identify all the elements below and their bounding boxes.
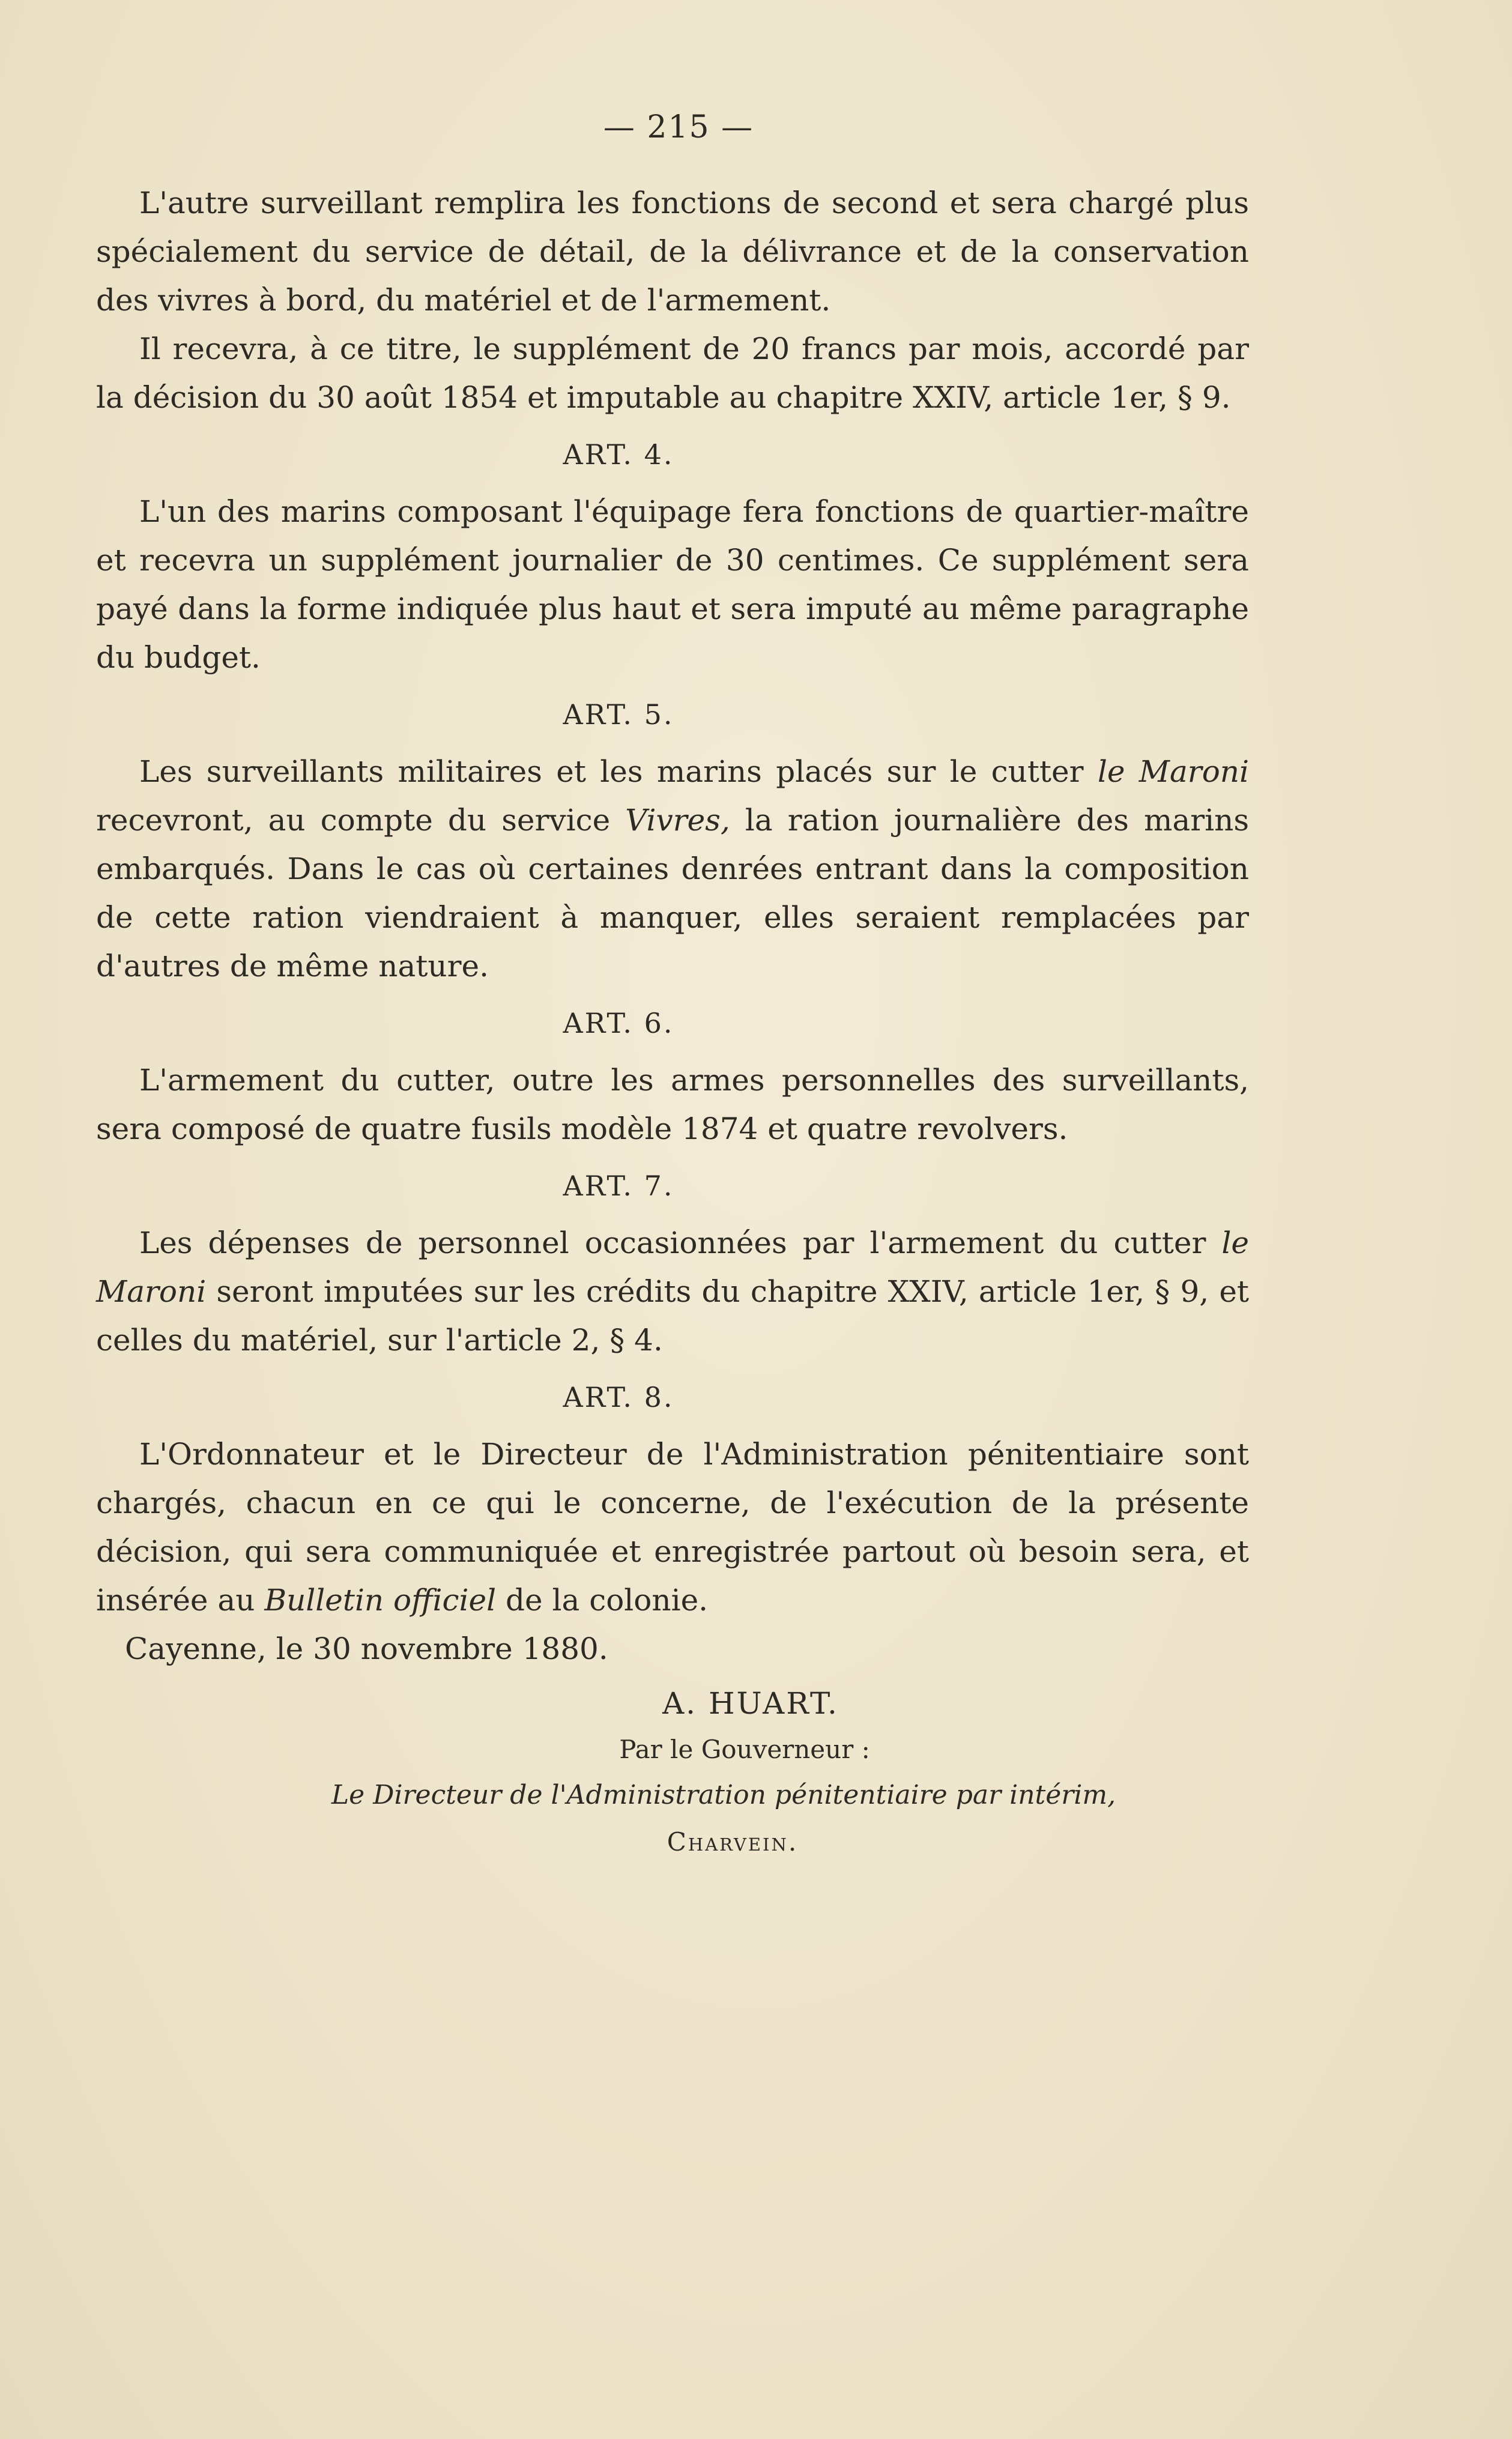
signatory-name: A. HUART. <box>662 1686 839 1721</box>
paragraph-3: L'un des marins composant l'équipage fera fonctions de quartier-maître et recevra un supplément journalier de 30 centimes. Ce supplément sera payé dans la forme indiquée plus haut et sera imputé au même paragraphe du budget. <box>96 494 1249 675</box>
paragraph-6 <box>96 1219 1249 1365</box>
paragraph-4-part-e: la ration journalière des marins embarqués. Dans le cas où certaines denrées entrant dans la composition de cette ration viendraient à manquer, elles seraient remplacées par d'autres de même nature. <box>96 803 1249 984</box>
article-8-heading: ART. 8. <box>563 1381 674 1413</box>
paragraph-4-part-c: recevront, au compte du service <box>96 803 626 838</box>
paragraph-1: L'autre surveillant remplira les fonctions de second et sera chargé plus spécialement du service de détail, de la délivrance et de la conservation des vivres à bord, du matériel et de l'armement. <box>96 186 1249 318</box>
paragraph-4 <box>96 748 1249 991</box>
article-6-heading: ART. 6. <box>563 1007 674 1039</box>
article-5-heading: ART. 5. <box>563 698 674 731</box>
paragraph-2: Il recevra, à ce titre, le supplément de 20 francs par mois, accordé par la décision du 30 août 1854 et imputable au chapitre XXIV, article 1er, § 9. <box>96 331 1249 415</box>
article-4-heading: ART. 4. <box>563 438 674 471</box>
paragraph-7-part-a: L'Ordonnateur et le Directeur de l'Administration pénitentiaire sont chargés, chacun en ce qui le concerne, de l'exécution de la présente décision, qui sera communiquée et enregistrée partout où besoin sera, et insérée au <box>96 1437 1249 1618</box>
paragraph-5: L'armement du cutter, outre les armes personnelles des surveillants, sera composé de quatre fusils modèle 1874 et quatre revolvers. <box>96 1063 1249 1146</box>
paragraph-7-part-c: de la colonie. <box>496 1583 709 1618</box>
page-number: — 215 — <box>603 109 754 145</box>
paragraph-7 <box>96 1430 1249 1625</box>
date-line: Cayenne, le 30 novembre 1880. <box>125 1631 608 1666</box>
vessel-name: le Maroni <box>1097 754 1249 789</box>
signer-name: Charvein. <box>667 1827 799 1857</box>
paragraph-6-part-c: seront imputées sur les crédits du chapitre XXIV, article 1er, § 9, et celles du matériel, sur l'article 2, § 4. <box>96 1274 1249 1358</box>
paragraph-4-part-a: Les surveillants militaires et les marins placés sur le cutter <box>139 754 1098 789</box>
signer-title: Le Directeur de l'Administration pénitentiaire par intérim, <box>331 1780 1116 1810</box>
paragraph-6-part-a: Les dépenses de personnel occasionnées par l'armement du cutter <box>139 1226 1222 1260</box>
bulletin-title: Bulletin officiel <box>264 1583 497 1618</box>
vessel-name-2: le Maroni <box>96 1226 1249 1309</box>
service-name: Vivres, <box>625 803 730 838</box>
document-body <box>96 179 1249 1865</box>
by-line: Par le Gouverneur : <box>619 1735 870 1764</box>
article-7-heading: ART. 7. <box>563 1170 674 1202</box>
